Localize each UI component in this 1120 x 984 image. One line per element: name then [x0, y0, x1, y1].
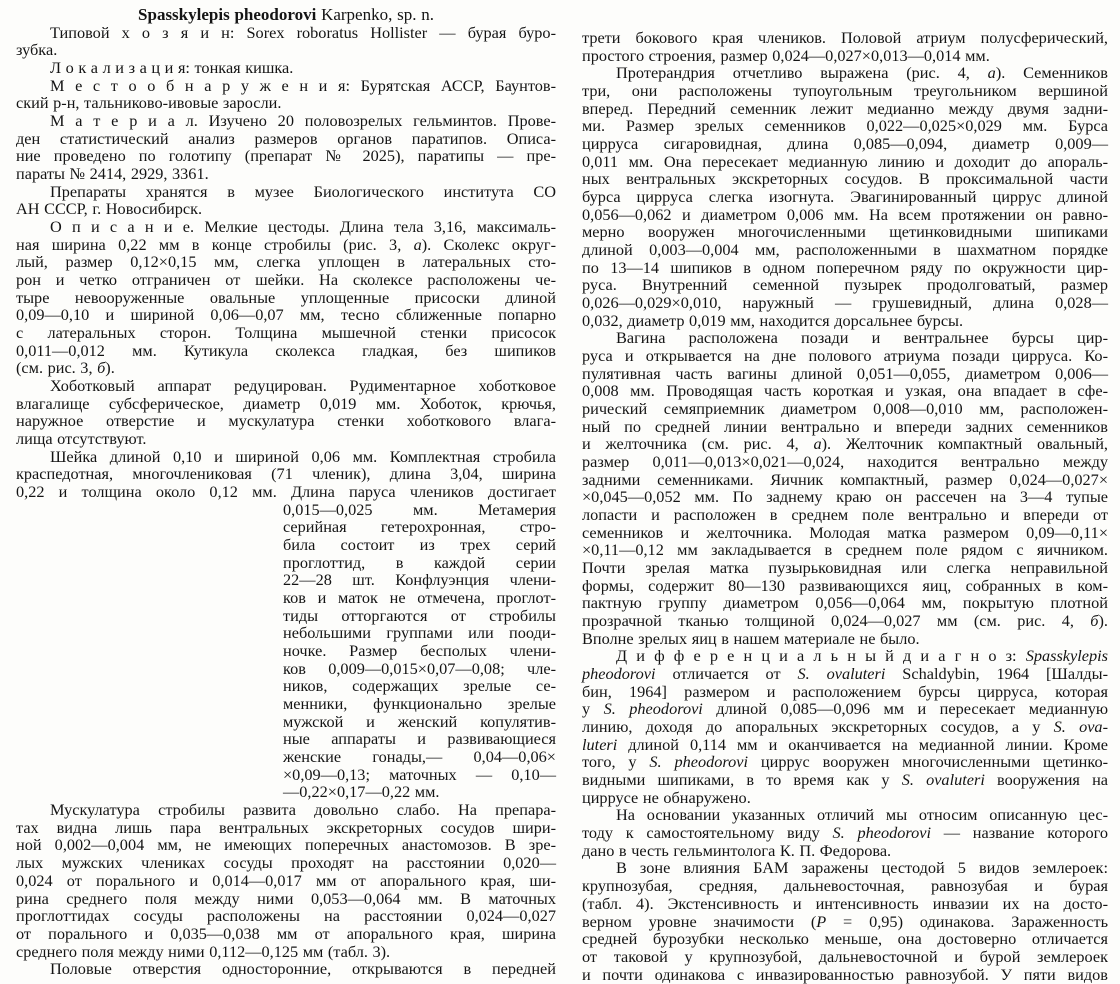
- text-line: [582, 647, 1108, 665]
- text-segment: зубка.: [16, 40, 58, 60]
- text-line: [16, 112, 556, 130]
- text-line: [16, 147, 556, 165]
- text-line: [582, 859, 1108, 877]
- text-segment: лых мужских члениках сосуды проходят на расстоянии 0,020—: [16, 853, 556, 873]
- text-line: [283, 660, 556, 678]
- text-line: [16, 925, 556, 943]
- text-line: [16, 77, 556, 95]
- text-line: [283, 536, 556, 554]
- text-line: [283, 730, 556, 748]
- text-line: [16, 165, 556, 183]
- text-line: [582, 259, 1108, 277]
- italic-term: а: [413, 234, 422, 254]
- text-line: [582, 241, 1108, 259]
- text-segment: руса. Внутренний семенной пузырек продолговатый, размер: [582, 275, 1108, 295]
- text-segment: видными шипиками, в то время как у: [582, 770, 902, 790]
- text-segment: На основании указанных отличий мы относим описанную цес-: [616, 805, 1108, 825]
- text-line: [16, 448, 556, 466]
- italic-term: S. ova-: [1053, 717, 1108, 737]
- text-segment: менники, функционально зрелые: [283, 694, 556, 714]
- italic-term: S. pheodorovi: [603, 699, 703, 719]
- text-segment: верном уровне значимости (: [582, 911, 817, 931]
- italic-term: S. ovaluteri: [797, 664, 886, 684]
- text-segment: длиной 0,003—0,004 мм, расположенными в шахматном порядке: [582, 240, 1108, 260]
- text-line: [582, 594, 1108, 612]
- italic-term: luteri: [582, 734, 618, 754]
- text-segment: длиной 0,085—0,096 мм и пересекает медианную: [702, 699, 1109, 719]
- text-segment: Протерандрия отчетливо выражена (рис. 4,: [616, 63, 988, 83]
- text-line: [582, 665, 1108, 683]
- text-line: [16, 183, 556, 201]
- text-line: [283, 766, 556, 784]
- text-segment: 0,011—0,012 мм. Кутикула сколекса гладкая, без шипиков: [16, 340, 556, 360]
- italic-term: pheodorovi: [582, 664, 656, 684]
- text-segment: ный по средней линии вентрально и впереди задних семенников: [582, 416, 1108, 436]
- figure-blank-area: [16, 520, 274, 810]
- text-segment: рический семяприемник диаметром 0,008—0,010 мм, расположен-: [582, 399, 1108, 419]
- text-line: [582, 966, 1108, 984]
- text-segment: 22—28 шт. Конфлуэнция члени-: [283, 570, 556, 590]
- text-segment: Д и ф ф е р е н ц и а л ь н ы й д и а г н о з:: [616, 646, 1026, 666]
- text-segment: Хоботковый аппарат редуцирован. Рудиментарное хоботковое: [50, 376, 556, 396]
- text-segment: проглоттидах сосуды расположены на расстоянии 0,024—0,027: [16, 906, 556, 926]
- text-line: [283, 554, 556, 572]
- text-segment: Вагина расположена позади и вентральнее бурсы цир-: [616, 328, 1108, 348]
- text-segment: ных вентральных экскреторных сосудов. В проксимальной части: [582, 169, 1108, 189]
- text-line: [16, 253, 556, 271]
- text-segment: 0,026—0,029×0,010, наружный — грушевидный, длина 0,028—: [582, 293, 1108, 313]
- text-line: [582, 117, 1108, 135]
- text-line: [582, 170, 1108, 188]
- text-segment: бурса цирруса слегка изогнута. Эвагинированный циррус длиной: [582, 187, 1108, 207]
- text-segment: у: [582, 699, 604, 719]
- text-segment: женские гонады,— 0,04—0,06×: [283, 747, 556, 767]
- text-segment: и почти одинакова с инвазированностью равнозубой. У пяти видов: [582, 964, 1108, 984]
- text-segment: 0,22 и толщина около 0,12 мм. Длина паруса члеников достигает: [16, 482, 556, 502]
- text-line: [582, 948, 1108, 966]
- species-name: Spasskylepis pheodorovi: [138, 5, 317, 24]
- text-line: [582, 541, 1108, 559]
- text-line: [16, 289, 556, 307]
- text-line: [582, 930, 1108, 948]
- text-segment: формы, содержит 80—130 развивающихся яиц, собранных в ком-: [582, 575, 1108, 595]
- text-segment: ). Сколекс округ-: [421, 234, 556, 254]
- text-segment: вооружения на: [984, 770, 1109, 790]
- text-line: [16, 342, 556, 360]
- text-segment: параты № 2414, 2929, 3361.: [16, 164, 209, 184]
- text-segment: 0,024 от порального и 0,014—0,017 мм от апорального края, ши-: [16, 870, 556, 890]
- article-title: [16, 6, 556, 24]
- text-segment: Л о к а л и з а ц и я: тонкая кишка.: [50, 58, 294, 77]
- text-line: [283, 748, 556, 766]
- text-segment: — название которого: [931, 823, 1108, 843]
- text-line: [16, 324, 556, 342]
- text-segment: мерно вооружен многочисленными щетинковидными шипиками: [582, 222, 1108, 242]
- text-segment: 0,011 мм. Она пересекает медианную линию и доходит до апораль-: [582, 151, 1108, 171]
- italic-term: б: [1090, 611, 1099, 631]
- text-segment: ников, содержащих зрелые се-: [283, 676, 556, 696]
- text-line: [16, 430, 556, 448]
- text-segment: Вполне зрелых яиц в нашем материале не было.: [582, 628, 920, 648]
- text-segment: —0,22×0,17—0,22 мм.: [283, 782, 440, 802]
- text-segment: трети бокового края члеников. Половой атриум полусферический,: [582, 28, 1108, 47]
- text-line: [16, 59, 556, 77]
- text-segment: ×0,045—0,052 мм. По заднему краю он рассечен на 3—4 тупые: [582, 487, 1108, 507]
- italic-term: б: [97, 358, 106, 378]
- text-line: [283, 677, 556, 695]
- text-segment: мужской и женский копулятив-: [283, 711, 556, 731]
- text-line: [16, 130, 556, 148]
- text-segment: Почти зрелая матка пузырьковидная или слегка неправильной: [582, 558, 1108, 578]
- text-segment: 0,09—0,10 и шириной 0,06—0,07 мм, тесно сближенные попарно: [16, 305, 556, 325]
- text-line: [283, 642, 556, 660]
- text-line: [582, 771, 1108, 789]
- text-line: [16, 943, 556, 961]
- text-line: [582, 276, 1108, 294]
- text-segment: тах видна лишь пара вентральных экскреторных сосудов шири-: [16, 817, 556, 837]
- text-line: [582, 506, 1108, 524]
- text-segment: В зоне влияния БАМ заражены цестодой 5 видов землероек:: [616, 858, 1108, 878]
- text-line: [582, 435, 1108, 453]
- text-line: [582, 736, 1108, 754]
- text-segment: тыре невооруженные овальные уплощенные присоски длиной: [16, 287, 556, 307]
- text-segment: небольшими группами или пооди-: [283, 623, 556, 643]
- text-line: [582, 329, 1108, 347]
- text-line: [582, 312, 1108, 330]
- text-line: [16, 41, 556, 59]
- text-segment: 0,008 мм. Проводящая часть короткая и узкая, она впадает в сфе-: [582, 381, 1108, 401]
- text-segment: цирруса сигаровидная, длина 0,085—0,094, диаметр 0,009—: [582, 134, 1108, 154]
- text-segment: = 0,95) одинакова. Зараженность: [826, 911, 1108, 931]
- text-segment: с латеральных сторон. Толщина мышечной стенки присосок: [16, 323, 556, 343]
- text-segment: отличается от: [655, 664, 798, 684]
- text-segment: среднего поля между ними 0,112—0,125 мм (табл. 3).: [16, 941, 391, 961]
- text-line: [582, 612, 1108, 630]
- text-line: [283, 783, 556, 801]
- text-segment: ).: [1098, 611, 1108, 631]
- italic-term: S. pheodorovi: [832, 823, 932, 843]
- text-line: [16, 377, 556, 395]
- text-segment: от порального и 0,035—0,038 мм от апорального края, ширина: [16, 923, 556, 943]
- text-segment: О п и с а н и е. Мелкие цестоды. Длина тела 3,16, максималь-: [50, 217, 556, 237]
- text-segment: пулятивная часть вагины длиной 0,051—0,055, диаметром 0,006—: [582, 363, 1108, 383]
- text-segment: прозрачной тканью толщиной 0,024—0,027 мм (см. рис. 4,: [582, 611, 1091, 631]
- text-line: [16, 483, 556, 501]
- text-segment: краспедотная, многочлениковая (71 членик), длина 3,04, ширина: [16, 464, 556, 484]
- text-line: [582, 47, 1108, 65]
- text-segment: наружное отверстие и мускулатура стенки хоботкового влага-: [16, 411, 556, 431]
- italic-term: S. ovaluteri: [901, 770, 985, 790]
- text-line: [582, 895, 1108, 913]
- text-line: [582, 524, 1108, 542]
- text-line: [582, 418, 1108, 436]
- text-line: [582, 806, 1108, 824]
- text-line: [16, 218, 556, 236]
- text-segment: рина среднего поля между ними 0,053—0,064 мм. В маточных: [16, 888, 556, 908]
- text-segment: циррусе не обнаружено.: [582, 787, 751, 807]
- italic-term: Spasskylepis: [1025, 646, 1108, 666]
- text-line: [283, 518, 556, 536]
- text-line: [582, 630, 1108, 648]
- text-segment: ков 0,009—0,015×0,07—0,08; чле-: [283, 658, 556, 678]
- text-segment: ). Семенников: [995, 63, 1108, 83]
- italic-term: а: [813, 434, 822, 454]
- text-line: [16, 271, 556, 289]
- text-segment: тиды отторгаются от стробилы: [283, 605, 556, 625]
- text-line: [582, 400, 1108, 418]
- text-segment: Schaldybin, 1964 [Шалды-: [885, 664, 1108, 684]
- text-segment: дано в честь гельминтолога К. П. Федорова.: [582, 840, 892, 860]
- text-line: [582, 471, 1108, 489]
- text-line: [582, 877, 1108, 895]
- text-segment: Karpenko, sp. n.: [316, 5, 434, 24]
- text-segment: ми. Размер зрелых семенников 0,022—0,025×0,029 мм. Бурса: [582, 116, 1108, 136]
- text-line: [16, 200, 556, 218]
- text-line: [283, 695, 556, 713]
- text-segment: Препараты хранятся в музее Биологического института СО: [50, 181, 556, 201]
- text-segment: руса и открывается на дне полового атриума позади цирруса. Ко-: [582, 346, 1108, 366]
- text-segment: М а т е р и а л. Изучено 20 половозрелых гельминтов. Прове-: [50, 111, 556, 131]
- text-line: [16, 359, 556, 377]
- text-line: [582, 347, 1108, 365]
- text-line: [16, 395, 556, 413]
- text-line: [582, 683, 1108, 701]
- text-segment: размер 0,011—0,013×0,021—0,024, находится вентрально между: [582, 452, 1108, 472]
- text-segment: Мускулатура стробилы развита довольно слабо. На препара-: [50, 800, 556, 820]
- text-line: [16, 819, 556, 837]
- text-segment: Типовой х о з я и н: Sorex roboratus Hollister — бурая буро-: [50, 22, 556, 42]
- text-segment: рон и четко отграничен от шейки. На сколексе расположены че-: [16, 270, 556, 290]
- text-segment: вперед. Передний семенник лежит медианно между двумя задни-: [582, 98, 1108, 118]
- text-segment: серийная гетерохронная, стро-: [283, 517, 556, 537]
- text-segment: лопасти и расположен в среднем поле вентрально и впереди от: [582, 505, 1108, 525]
- text-segment: того, у: [582, 752, 650, 772]
- text-segment: Шейка длиной 0,10 и шириной 0,06 мм. Комплектная стробила: [50, 446, 556, 466]
- text-line: [16, 907, 556, 925]
- text-line: [582, 753, 1108, 771]
- text-segment: проглоттид, в каждой серии: [283, 552, 556, 572]
- text-segment: по 13—14 шипиков в одном поперечном ряду по окружности цир-: [582, 257, 1108, 277]
- text-segment: ).: [105, 358, 115, 378]
- text-segment: бин, 1964] размером и расположением бурсы цирруса, которая: [582, 681, 1108, 701]
- text-segment: 0,015—0,025 мм. Метамерия: [283, 499, 556, 519]
- text-segment: тоду к самостоятельному виду: [582, 823, 833, 843]
- text-line: [16, 306, 556, 324]
- text-line: [582, 223, 1108, 241]
- text-segment: пактную группу диаметром 0,056—0,064 мм, покрытую плотной: [582, 593, 1108, 613]
- text-segment: 0,032, диаметр 0,019 мм, находится дорсальнее бурсы.: [582, 310, 964, 330]
- text-line: [582, 294, 1108, 312]
- text-line: [582, 29, 1108, 47]
- text-segment: ). Желточник компактный овальный,: [821, 434, 1108, 454]
- italic-term: S. pheodorovi: [649, 752, 749, 772]
- text-segment: ×0,11—0,12 мм закладывается в среднем поле рядом с яичником.: [582, 540, 1108, 560]
- text-line: [582, 64, 1108, 82]
- text-segment: ков и маток не отмечена, проглот-: [283, 588, 556, 608]
- text-line: [16, 412, 556, 430]
- text-segment: влагалище субсферическое, диаметр 0,019 мм. Хоботок, крючья,: [16, 393, 556, 413]
- text-line: [582, 382, 1108, 400]
- text-line: [582, 488, 1108, 506]
- italic-term: а: [987, 63, 996, 83]
- text-segment: циррус вооружен многочисленными щетинко-: [748, 752, 1109, 772]
- text-line: [283, 624, 556, 642]
- text-segment: (см. рис. 3,: [16, 358, 98, 378]
- text-segment: простого строения, размер 0,024—0,027×0,013—0,014 мм.: [582, 45, 990, 65]
- text-line: [16, 465, 556, 483]
- text-line: [16, 960, 556, 978]
- text-line: [582, 188, 1108, 206]
- text-segment: средней бурозубки несколько меньше, она достоверно отличается: [582, 929, 1108, 949]
- text-segment: три, они расположены тупоугольным треугольником вершиной: [582, 81, 1108, 100]
- text-line: [16, 94, 556, 112]
- text-segment: лый, размер 0,12×0,15 мм, слегка уплощен в латеральных сто-: [16, 252, 556, 272]
- text-line: [582, 842, 1108, 860]
- text-line: [16, 836, 556, 854]
- text-line: [283, 501, 556, 519]
- text-segment: и желточника (см. рис. 4,: [582, 434, 814, 454]
- text-line: [16, 854, 556, 872]
- text-line: [283, 713, 556, 731]
- text-segment: ные аппараты и развивающиеся: [283, 729, 556, 749]
- text-segment: М е с т о о б н а р у ж е н и я: Бурятская АССР, Баунтов-: [50, 75, 556, 95]
- text-segment: семенников и желточника. Молодая матка размером 0,09—0,11×: [582, 522, 1108, 542]
- text-line: [582, 206, 1108, 224]
- text-line: [582, 365, 1108, 383]
- text-segment: 0,056—0,062 и диаметром 0,006 мм. На всем протяжении он равно-: [582, 204, 1108, 224]
- text-line: [16, 872, 556, 890]
- text-segment: ной 0,002—0,004 мм, не имеющих поперечных анастомозов. В зре-: [16, 835, 556, 855]
- text-line: [283, 607, 556, 625]
- text-segment: ский р-н, тальниково-ивовые заросли.: [16, 93, 282, 113]
- text-segment: АН СССР, г. Новосибирск.: [16, 199, 203, 219]
- text-segment: линию, доходя до апоральных экскреторных сосудов, а у: [582, 717, 1054, 737]
- text-segment: ная ширина 0,22 мм в конце стробилы (рис. 3,: [16, 234, 414, 254]
- text-line: [582, 718, 1108, 736]
- text-segment: ×0,09—0,13; маточных — 0,10—: [283, 764, 556, 784]
- text-line: [582, 453, 1108, 471]
- text-segment: била состоит из трех серий: [283, 535, 556, 555]
- text-line: [582, 913, 1108, 931]
- text-line: [16, 236, 556, 254]
- text-line: [582, 100, 1108, 118]
- text-segment: крупнозубая, средняя, дальневосточная, равнозубая и бурая: [582, 876, 1108, 896]
- text-segment: длиной 0,114 мм и оканчивается на медианной линии. Кроме: [617, 734, 1108, 754]
- text-segment: от таковой у крупнозубой, дальневосточной и бурой землероек: [582, 946, 1108, 966]
- text-line: [582, 789, 1108, 807]
- text-line: [16, 890, 556, 908]
- text-line: [582, 824, 1108, 842]
- text-segment: (табл. 4). Экстенсивность и интенсивность инвазии их на досто-: [582, 893, 1108, 913]
- text-line: [582, 153, 1108, 171]
- italic-term: P: [816, 911, 827, 931]
- text-segment: ночке. Размер бесполых члени-: [283, 641, 556, 661]
- text-line: [283, 571, 556, 589]
- text-segment: ден статистический анализ размеров органов паратипов. Описа-: [16, 128, 556, 148]
- text-line: [582, 135, 1108, 153]
- text-segment: ние проведено по голотипу (препарат № 2025), паратипы — пре-: [16, 146, 556, 166]
- text-line: [582, 700, 1108, 718]
- text-line: [582, 82, 1108, 100]
- text-segment: лища отсутствуют.: [16, 429, 147, 449]
- text-segment: задними семенниками. Яичник компактный, размер 0,024—0,027×: [582, 469, 1108, 489]
- text-line: [582, 577, 1108, 595]
- text-line: [283, 589, 556, 607]
- text-line: [582, 559, 1108, 577]
- text-segment: Половые отверстия односторонние, открываются в передней: [50, 959, 556, 979]
- text-line: [16, 24, 556, 42]
